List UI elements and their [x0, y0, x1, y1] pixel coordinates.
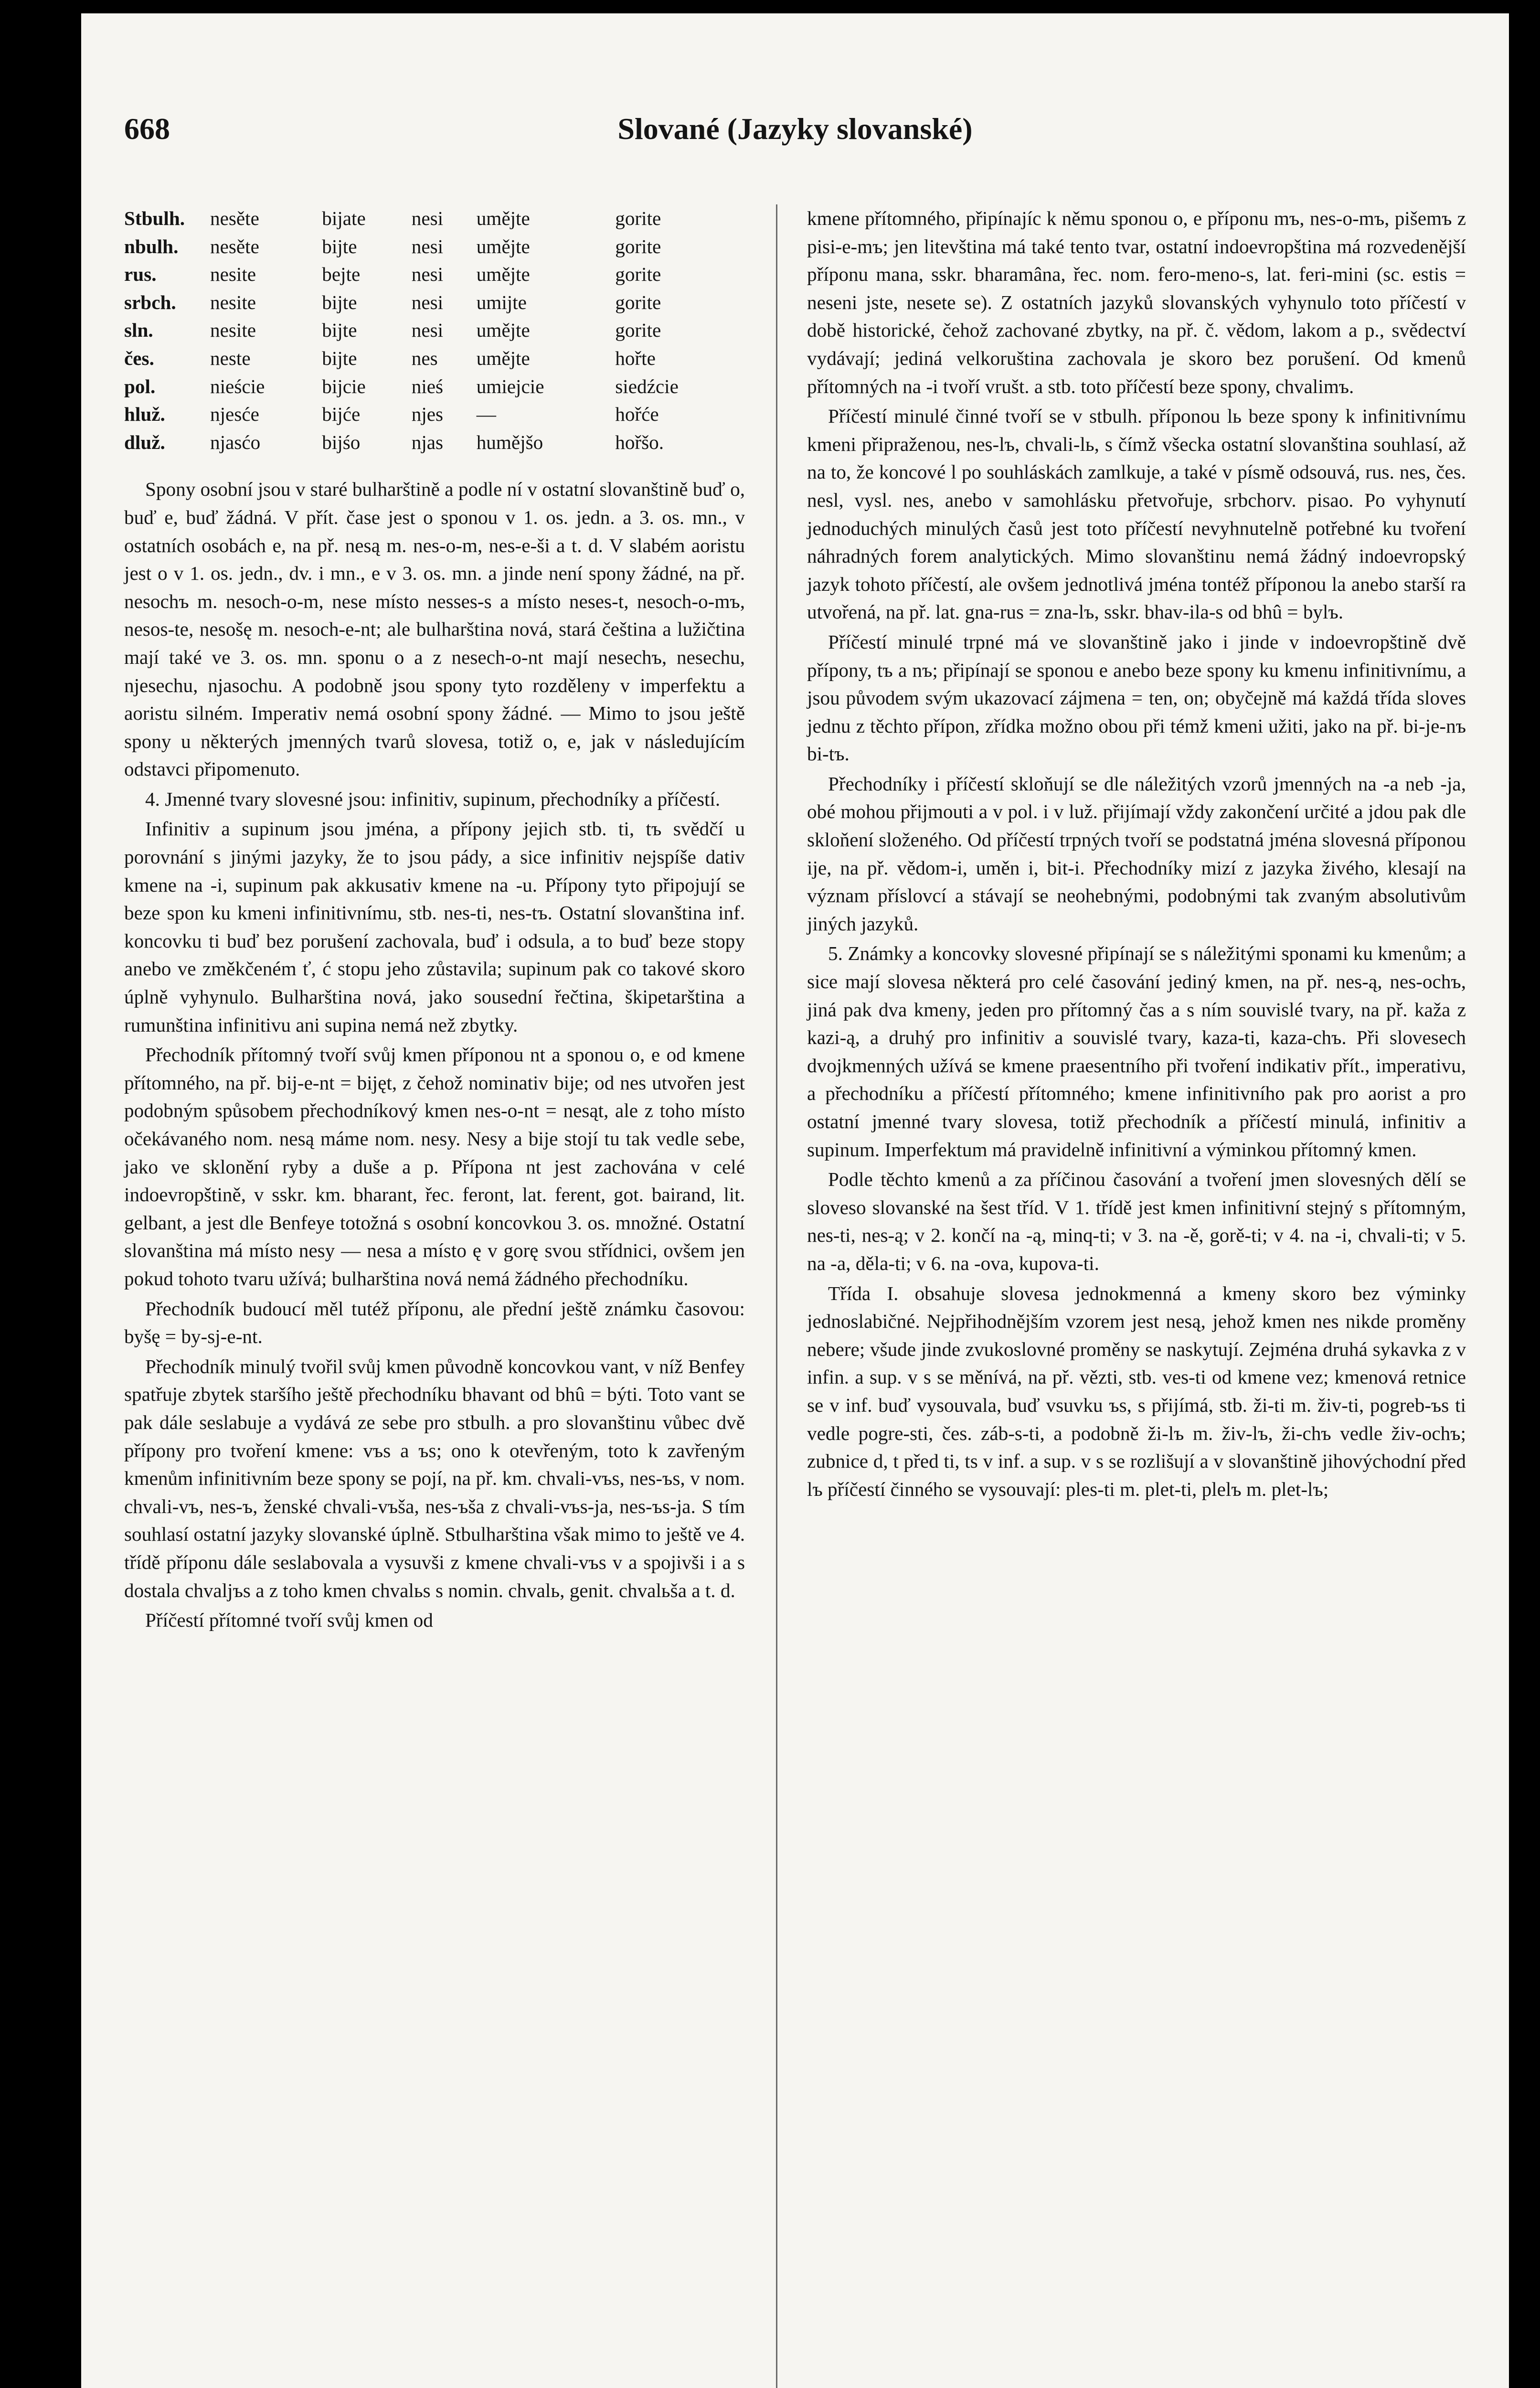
conj-language: srbch. — [124, 291, 176, 313]
conj-form: bijate — [322, 207, 366, 229]
left-column — [124, 204, 745, 1636]
conj-language: pol. — [124, 375, 156, 397]
conj-form: nesi — [411, 263, 444, 286]
conj-form: umijte — [476, 291, 527, 313]
conj-form: umějte — [476, 235, 530, 257]
paragraph: kmene přítomného, připínajíc k němu sponou o, e příponu mъ, nes-o-mъ, pišemъ z pisi-e-mъ; jen litevština má také tento tvar, ostatní indoevropština má rozvedenější příponu mana, sskr. bharamâna, řec. nom. fero-meno-s, lat. feri-mini (sc. estis = neseni jste, nesete se). Z ostatních jazyků slovanských vyhynulo toto příčestí v době historické, čehož zachované zbytky, na př. č. vědom, lakom a p., svědectví vydávají; jediná velkoruština zachovala je skoro bez porušení. Od kmenů přítomných na -i tvoří vrušt. a stb. toto příčestí beze spony, chvalimъ. — [807, 207, 1466, 397]
conj-row — [124, 400, 745, 428]
conj-row — [124, 288, 745, 317]
conj-form: njes — [411, 403, 444, 426]
conjugation-table — [124, 204, 745, 456]
conj-language: čes. — [124, 347, 154, 369]
conj-form: hořće — [615, 403, 659, 426]
conj-form: umějte — [476, 319, 530, 341]
conj-row — [124, 373, 745, 401]
conj-form: bejte — [322, 263, 361, 286]
conj-row — [124, 344, 745, 373]
paragraph: Třída I. obsahuje slovesa jednokmenná a kmeny skoro bez výminky jednoslabičné. Nejpřihodnějším vzorem jest nesą, jehož kmen nes nikde proměny nebere; všude jinde zvukoslovné proměny se naskytují. Zejména druhá sykavka z v infin. a sup. v s se měnívá, na př. vězti, stb. ves-ti od kmene vez; kmenová retnice se v inf. buď vysouvala, buď vsuvku ъs, s přijímá, stb. ži-ti m. živ-ti, pogreb-ъs ti vedle pogre-sti, čes. záb-s-ti, a podobně ži-lъ m. živ-lъ, ži-chъ vedle živ-ochъ; zubnice d, t před ti, ts v inf. a sup. v s se rozlišují a v slovanštině jihovýchodní před lъ příčestí činného se vysouvají: ples-ti m. plet-ti, plelъ m. plet-lъ; — [807, 1282, 1466, 1500]
conj-form: — — [476, 403, 496, 426]
conj-form: umiejcie — [476, 375, 544, 397]
conj-form: nesite — [210, 319, 256, 341]
conj-language: nbulh. — [124, 235, 179, 257]
left-paragraphs — [124, 475, 745, 1634]
conj-form: bijte — [322, 235, 357, 257]
conj-form: nesi — [411, 207, 444, 229]
conj-form: gorite — [615, 291, 661, 313]
conj-form: bijte — [322, 291, 357, 313]
conj-form: siedźcie — [615, 375, 679, 397]
conj-row — [124, 316, 745, 344]
conj-row — [124, 233, 745, 261]
conj-form: umějte — [476, 347, 530, 369]
conj-language: Stbulh. — [124, 207, 185, 229]
conj-form: nesěte — [210, 207, 259, 229]
conj-form: hořte — [615, 347, 656, 369]
page-number: 668 — [124, 112, 170, 146]
paragraph: Infinitiv a supinum jsou jména, a přípony jejich stb. ti, tъ svědčí u porovnání s jinými jazyky, že to jsou pády, a sice infinitiv nejspíše dativ kmene na -i, supinum pak akkusativ kmene na -u. Přípony tyto připojují se beze spon ku kmeni infinitivnímu, stb. nes-ti, nes-tъ. Ostatní slovanština inf. koncovku ti buď bez porušení zachovala, buď i odsula, a to buď beze stopy anebo ve změkčeném ť, ć stopu jeho zůstavila; supinum pak co takové skoro úplně vyhynulo. Bulharština nová, jako sousední řečtina, škipetarština a rumunština infinitivu ani supina nemá než zbytky. — [124, 818, 745, 1036]
conj-form: bijcie — [322, 375, 366, 397]
running-title: Slované (Jazyky slovanské) — [617, 112, 973, 146]
paragraph: Příčestí minulé činné tvoří se v stbulh. příponou lь beze spony k infinitivnímu kmeni připraženou, nes-lъ, chvali-lь, s čímž všecka ostatní slovanština souhlasí, až na to, že koncové l po souhláskách zamlkuje, a také v písmě odsouvá, rus. nes, čes. nesl, vysl. nes, anebo v samohlásku přetvořuje, srbchorv. pisao. Po vyhynutí jednoduchých minulých časů jest toto příčestí nevyhnutelně potřebné ku tvoření náhradných forem analytických. Mimo slovanštinu nemá žádný indoevropský jazyk tohoto příčestí, ale ovšem jednotlivá jména tontéž příponou la anebo starší ra utvořená, na př. lat. gna-rus = zna-lъ, sskr. bhav-ila-s od bhû = bylъ. — [807, 405, 1466, 623]
conj-form: neste — [210, 347, 251, 369]
conj-form: bijśo — [322, 431, 361, 453]
paragraph: 5. Známky a koncovky slovesné připínají se s náležitými sponami ku kmenům; a sice mají slovesa některá pro celé časování jediný kmen, na př. nes-ą, nes-ochъ, jiná pak dva kmeny, jeden pro přítomný čas a s ním souvislé tvary, na př. kaža z kazi-ą, a druhý pro infinitiv a souvislé tvary, kaza-ti, kaza-chъ. Při slovesech dvojkmenných užívá se kmene praesentního při tvoření indikativ přít., imperativu, a přechodníku a příčestí přítomného; kmene infinitivního pak pro aorist a pro ostatní jmenné tvary slovesa, totiž přechodník a příčestí minulá, infinitiv a supinum. Imperfektum má pravidelně infinitivní a výminkou přítomný kmen. — [807, 942, 1466, 1161]
conj-form: bijte — [322, 319, 357, 341]
conj-form: bijte — [322, 347, 357, 369]
right-paragraphs — [807, 204, 1466, 1503]
conj-form: nesite — [210, 291, 256, 313]
conj-form: bijće — [322, 403, 361, 426]
conj-form: umějte — [476, 263, 530, 286]
column-divider — [776, 204, 777, 2388]
paragraph: Přechodníky i příčestí skloňují se dle náležitých vzorů jmenných na -a neb -ja, obé mohou přijmouti a v pol. i v luž. přijímají vždy zakončení určité a jdou pak dle skloňení složeného. Od příčestí trpných tvoří se podstatná jména slovesná příponou ije, na př. vědom-i, uměn i, bit-i. Přechodníky mizí z jazyka živého, klesají na význam příslovcí a stávají se neohebnými, podobnými tak zvaným absolutivům jiných jazyků. — [807, 772, 1466, 935]
conj-form: umějte — [476, 207, 530, 229]
conj-language: rus. — [124, 263, 157, 286]
paragraph: Příčestí minulé trpné má ve slovanštině jako i jinde v indoevropštině dvě přípony, tъ a nъ; připínají se sponou e anebo beze spony ku kmenu infinitivnímu, a jsou původem svým ukazovací zájmena = ten, on; obyčejně má každá třída sloves jednu z těchto přípon, zřídka možno obou při témž kmeni užiti, jako na př. bi-je-nъ bi-tъ. — [807, 630, 1466, 765]
conj-form: nesěte — [210, 235, 259, 257]
paragraph: Přechodník minulý tvořil svůj kmen původně koncovkou vant, v níž Benfey spatřuje zbytek staršího ještě přechodníku bhavant od bhû = býti. Toto vant se pak dále seslabuje a vydává ze sebe pro stbulh. a pro slovanštinu vůbec dvě přípony pro tvoření kmene: vъs a ъs; ono k otevřeným, toto k zavřeným kmenům infinitivním beze spony se pojí, na př. km. chvali-vъs, nes-ъs, v nom. chvali-vъ, nes-ъ, ženské chvali-vъša, nes-ъša z chvali-vъs-ja, nes-ъs-ja. S tím souhlasí ostatní jazyky slovanské úplně. Stbulharština však mimo to ještě ve 4. třídě příponu dále seslabovala a vysuvši z kmene chvali-vъs v a spojivši i a s dostala chvaljъs a z toho kmen chvalьs s nomin. chvalь, genit. chvalьša a t. d. — [124, 1355, 745, 1601]
conj-form: njesće — [210, 403, 259, 426]
conj-language: sln. — [124, 319, 153, 341]
conj-form: gorite — [615, 319, 661, 341]
conj-form: hořšo. — [615, 431, 664, 453]
conj-form: nesi — [411, 319, 444, 341]
paragraph: Spony osobní jsou v staré bulharštině a podle ní v ostatní slovanštině buď o, buď e, buď žádná. V přít. čase jest o sponou v 1. os. jedn. a 3. os. mn., v ostatních osobách e, na př. nesą m. nes-o-m, nes-e-ši a t. d. V slabém aoristu jest o v 1. os. jedn., dv. i mn., e v 3. os. mn. a jinde není spony žádné, na př. nesochъ m. nesoch-o-m, nese místo nesses-s a místo neses-t, nesoch-o-mъ, nesos-te, nesošę m. nesoch-e-nt; ale bulharština nová, stará čeština a lužičtina mají také ve 3. os. mn. sponu o a z nesech-o-nt mají nesechъ, nesechu, njesechu, njasochu. A podobně jsou spony tyto rozděleny v imperfektu a aoristu silném. Imperativ nemá osobní spony žádné. — Mimo to jsou ještě spony u některých jmenných tvarů slovesa, totiž o, e, jak v následujícím odstavci připomenuto. — [124, 478, 745, 780]
conj-form: nesite — [210, 263, 256, 286]
conj-form: gorite — [615, 263, 661, 286]
conj-row — [124, 428, 745, 457]
paragraph: Podle těchto kmenů a za příčinou časování a tvoření jmen slovesných dělí se sloveso slovanské na šest tříd. V 1. třídě jest kmen infinitivní stejný s přítomným, nes-ti, nes-ą; v 2. končí na -ą, minq-ti; v 3. na -ě, gorě-ti; v 4. na -i, chvali-ti; v 5. na -a, děla-ti; v 6. na -ova, kupova-ti. — [807, 1168, 1466, 1274]
conj-form: njas — [411, 431, 444, 453]
conj-form: nesi — [411, 235, 444, 257]
conj-form: nes — [411, 347, 438, 369]
page-header — [124, 111, 1466, 159]
conj-row — [124, 204, 745, 233]
paragraph: Příčestí přítomné tvoří svůj kmen od — [145, 1609, 433, 1631]
paragraph: Přechodník budoucí měl tutéž příponu, ale přední ještě známku časovou: byšę = by-sj-e-nt. — [124, 1297, 745, 1348]
paragraph: Přechodník přítomný tvoří svůj kmen příponou nt a sponou o, e od kmene přítomného, na př. bij-e-nt = bijęt, z čehož nominativ bije; od nes utvořen jest podobným spůsobem přechodníkový kmen nes-o-nt = nesąt, ale z toho místo očekávaného nom. nesą máme nom. nesy. Nesy a bije stojí tu tak vedle sebe, jako ve sklonění ryby a duše a p. Přípona nt jest zachována v celé indoevropštině, v sskr. km. bharant, řec. feront, lat. ferent, got. bairand, lit. gelbant, a jest dle Benfeye totožná s osobní koncovkou 3. os. množné. Ostatní slovanština má místo nesy — nesa a místo ę v gorę svou střídnici, ovšem jen pokud tohoto tvaru užívá; bulharština nová nemá žádného přechodníku. — [124, 1044, 745, 1290]
conj-form: nesi — [411, 291, 444, 313]
conj-language: hluž. — [124, 403, 165, 426]
conj-form: nieś — [411, 375, 444, 397]
paragraph: 4. Jmenné tvary slovesné jsou: infinitiv, supinum, přechodníky a příčestí. — [145, 788, 721, 810]
conj-form: njasćo — [210, 431, 261, 453]
conj-row — [124, 260, 745, 288]
conj-language: dluž. — [124, 431, 165, 453]
right-column — [807, 204, 1466, 1505]
conj-form: nieście — [210, 375, 265, 397]
conj-form: gorite — [615, 207, 661, 229]
conj-form: gorite — [615, 235, 661, 257]
book-page — [81, 13, 1509, 2388]
conj-form: humějšo — [476, 431, 543, 453]
